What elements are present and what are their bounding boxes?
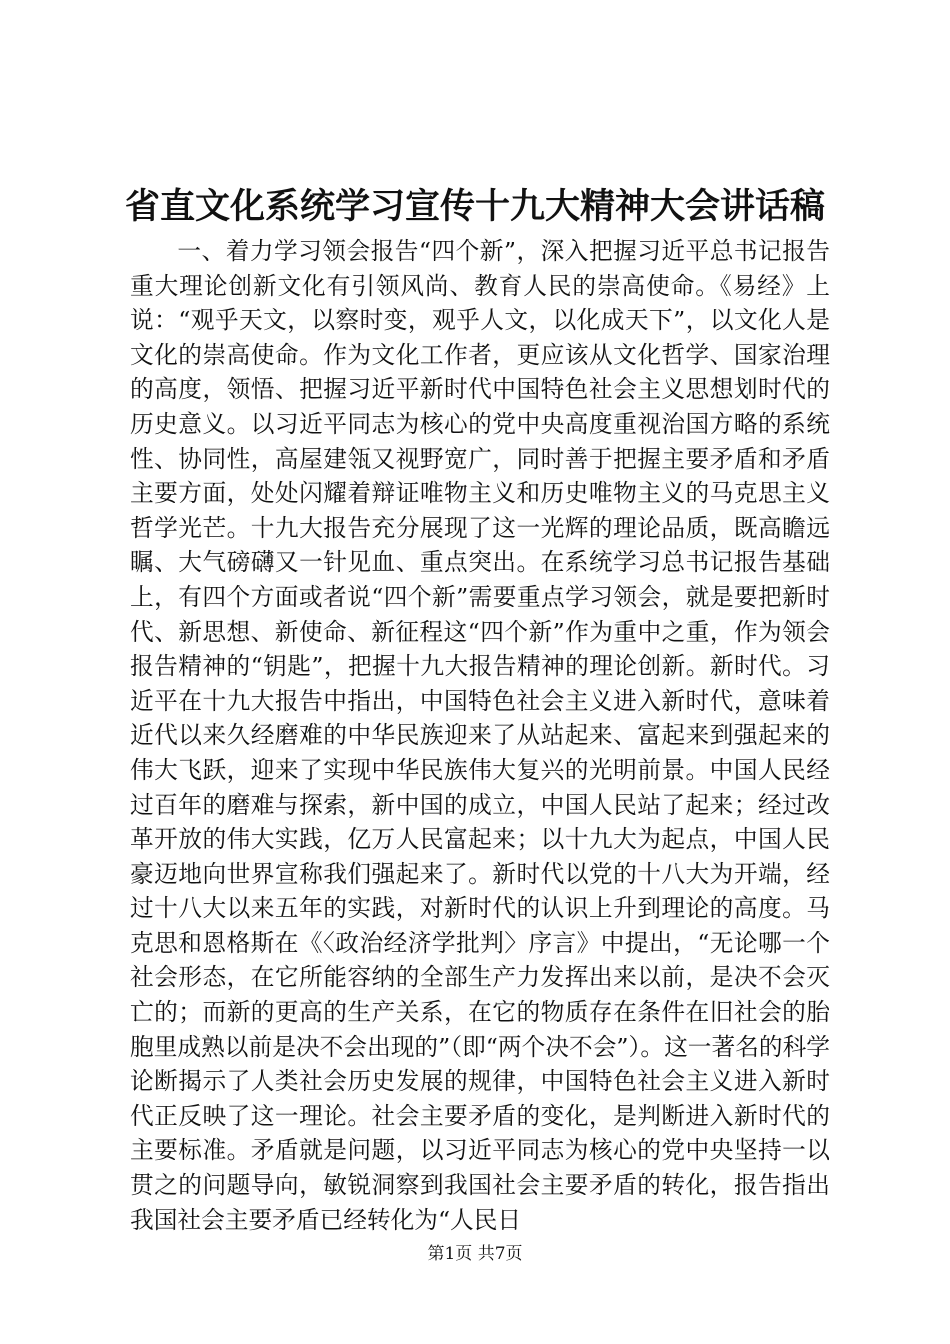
- document-title: 省直文化系统学习宣传十九大精神大会讲话稿: [124, 186, 825, 227]
- body-paragraph: 一、着力学习领会报告“四个新”，深入把握习近平总书记报告重大理论创新文化有引领风尚、教育人民的崇高使命。《易经》上说：“观乎天文，以察时变，观乎人文，以化成天下”，以文化人是文化的崇高使命。作为文化工作者，更应该从文化哲学、国家治理的高度，领悟、把握习近平新时代中国特色社会主义思想划时代的历史意义。以习近平同志为核心的党中央高度重视治国方略的系统性、协同性，高屋建瓴又视野宽广，同时善于把握主要矛盾和矛盾主要方面，处处闪耀着辩证唯物主义和历史唯物主义的马克思主义哲学光芒。十九大报告充分展现了这一光辉的理论品质，既高瞻远瞩、大气磅礴又一针见血、重点突出。在系统学习总书记报告基础上，有四个方面或者说“四个新”需要重点学习领会，就是要把新时代、新思想、新使命、新征程这“四个新”作为重中之重，作为领会报告精神的“钥匙”，把握十九大报告精神的理论创新。新时代。习近平在十九大报告中指出，中国特色社会主义进入新时代，意味着近代以来久经磨难的中华民族迎来了从站起来、富起来到强起来的伟大飞跃，迎来了实现中华民族伟大复兴的光明前景。中国人民经过百年的磨难与探索，新中国的成立，中国人民站了起来；经过改革开放的伟大实践，亿万人民富起来；以十九大为起点，中国人民豪迈地向世界宣称我们强起来了。新时代以党的十八大为开端，经过十八大以来五年的实践，对新时代的认识上升到理论的高度。马克思和恩格斯在《〈政治经济学批判〉序言》中提出，“无论哪一个社会形态，在它所能容纳的全部生产力发挥出来以前，是决不会灭亡的；而新的更高的生产关系，在它的物质存在条件在旧社会的胎胞里成熟以前是决不会出现的”（即“两个决不会”）。这一著名的科学论断揭示了人类社会历史发展的规律，中国特色社会主义进入新时代正反映了这一理论。社会主要矛盾的变化，是判断进入新时代的主要标准。矛盾就是问题，以习近平同志为核心的党中央坚持一以贯之的问题导向，敏锐洞察到我国社会主要矛盾的转化，报告指出我国社会主要矛盾已经转化为“人民日: [130, 237, 830, 1234]
- page-number-footer: 第1页 共7页: [427, 1244, 523, 1264]
